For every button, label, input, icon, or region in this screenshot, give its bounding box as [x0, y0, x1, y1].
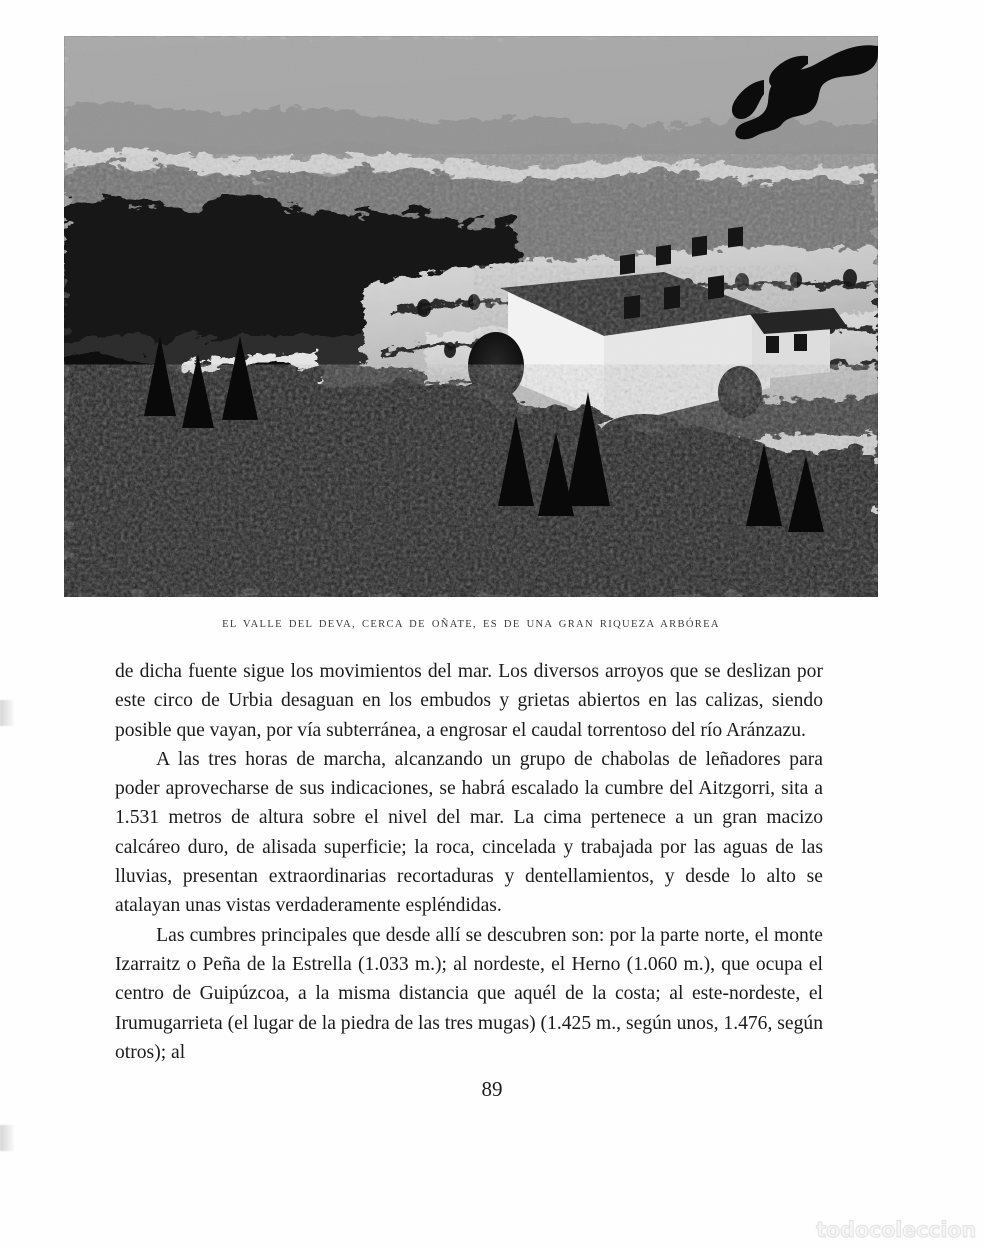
scan-edge-artifact-top: [0, 700, 14, 726]
site-watermark: todocoleccion: [816, 1218, 976, 1242]
scan-edge-artifact-bottom: [0, 1125, 14, 1151]
figure-caption: EL VALLE DEL DEVA, CERCA DE OÑATE, ES DE UNA GRAN RIQUEZA ARBÓREA: [222, 619, 720, 630]
paragraph-1: de dicha fuente sigue los movimientos del mar. Los diversos arroyos que se deslizan por este circo de Urbia desaguan en los embudos y grietas abiertos en las calizas, siendo posible que vayan, por vía subterránea, a engrosar el caudal torrentoso del río Aránzazu.: [115, 661, 823, 741]
paragraph-3: Las cumbres principales que desde allí se descubren son: por la parte norte, el monte Izarraitz o Peña de la Estrella (1.033 m.); al nordeste, el Herno (1.060 m.), que ocupa el centro de Guipúzcoa, a la misma distancia que aquél de la costa; al este-nordeste, el Irumugarrieta (el lugar de la piedra de las tres mugas) (1.425 m., según unos, 1.476, según otros); al: [115, 924, 823, 1063]
photograph-artwork: [64, 36, 878, 597]
paragraph-2: A las tres horas de marcha, alcanzando un grupo de chabolas de leñadores para poder aprovecharse de sus indicaciones, se habrá escalado la cumbre del Aitzgorri, sita a 1.531 metros de altura sobre el nivel del mar. La cima pertenece a un gran macizo calcáreo duro, de alisada superficie; la roca, cincelada y trabajada por las aguas de las lluvias, presentan extraordinarias recortaduras y dentellamientos, y desde lo alto se atalayan unas vistas verdaderamente espléndidas.: [115, 748, 823, 917]
plate-grain: [64, 36, 878, 597]
body-text-block: [115, 657, 823, 1067]
page-number: 89: [481, 1077, 503, 1101]
figure-photograph: [64, 36, 878, 597]
